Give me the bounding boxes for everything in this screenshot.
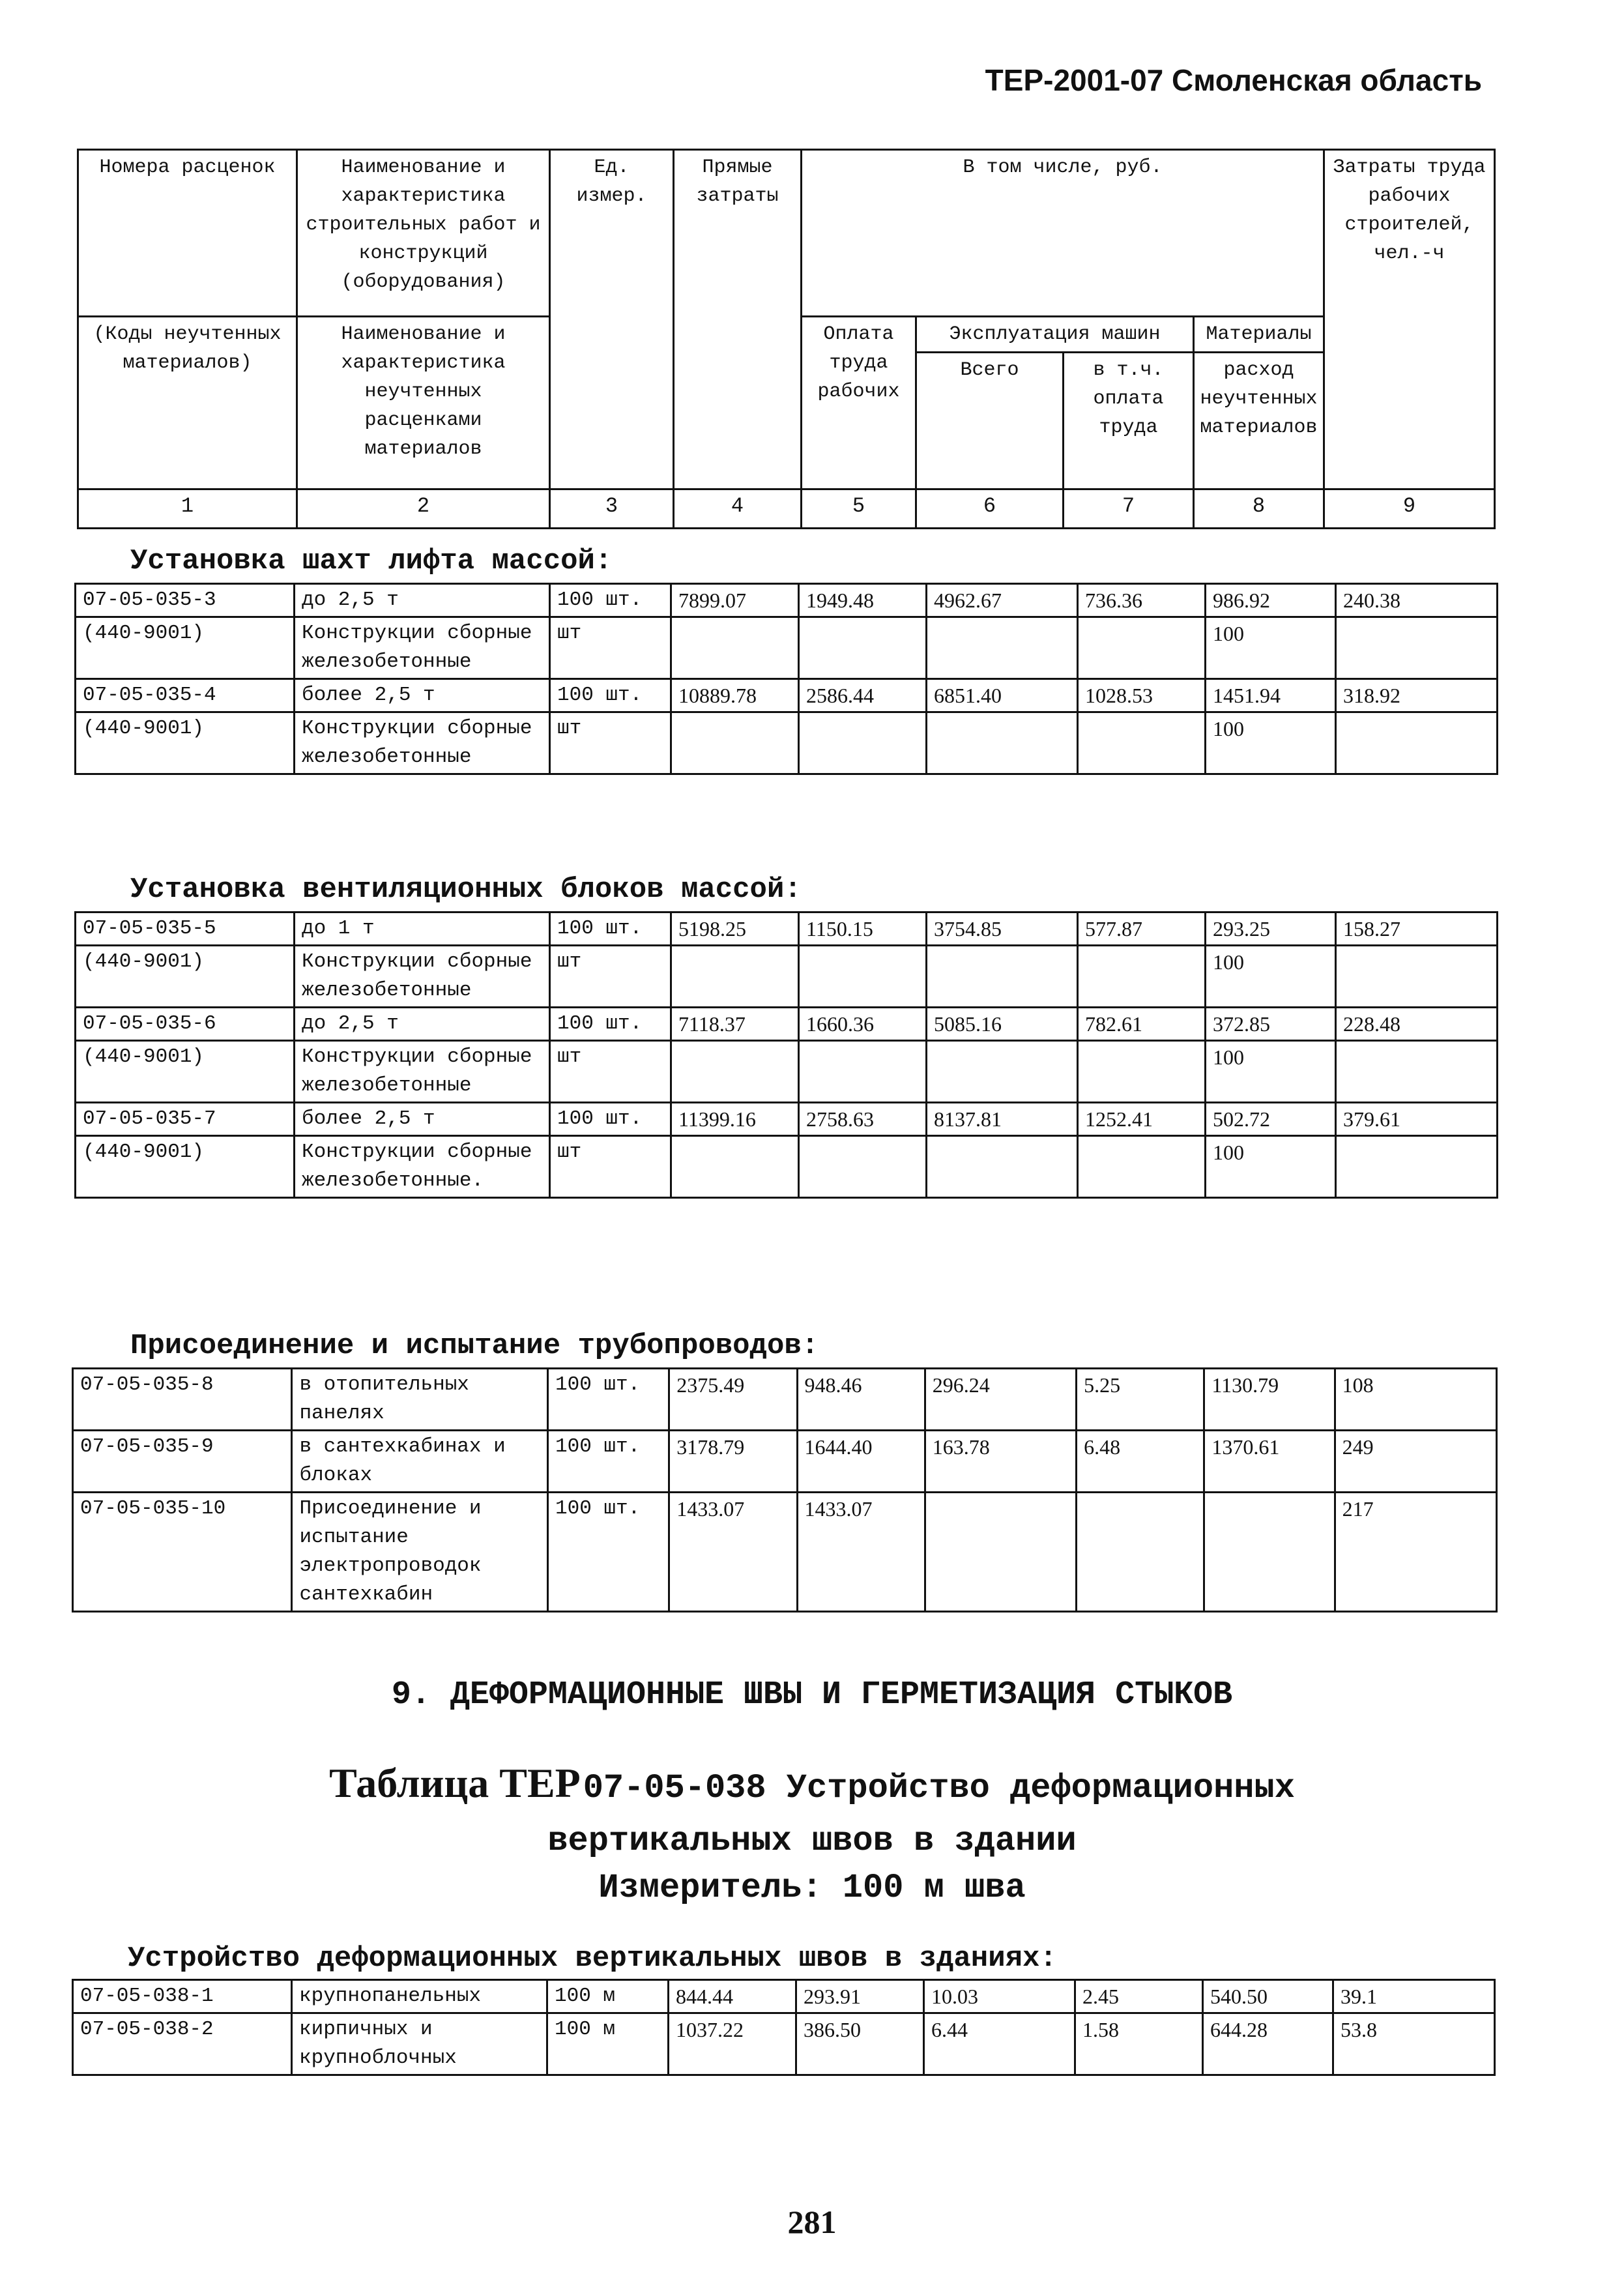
- table-cell: 1.58: [1075, 2013, 1203, 2075]
- table-cell: 100 шт.: [547, 1431, 669, 1493]
- table-cell: 844.44: [669, 1980, 796, 2013]
- table-cell: [1078, 1041, 1206, 1103]
- table-cell: 3754.85: [927, 912, 1078, 946]
- table-cell: Конструкции сборные железобетонные: [295, 1041, 550, 1103]
- table-cell: крупнопанельных: [292, 1980, 547, 2013]
- table-cell: 100 м: [547, 2013, 669, 2075]
- table-cell: в сантехкабинах и блоках: [292, 1431, 548, 1493]
- table-cell: 736.36: [1078, 584, 1206, 617]
- table-cell: [799, 1041, 927, 1103]
- table-row: [73, 1493, 1497, 1612]
- table-cell: 39.1: [1333, 1980, 1495, 2013]
- table-cell: более 2,5 т: [295, 1103, 550, 1136]
- section-title: Присоединение и испытание трубопроводов:: [130, 1330, 819, 1362]
- table-cell: [1204, 1493, 1335, 1612]
- table-cell: до 2,5 т: [295, 584, 550, 617]
- table-cell: 2375.49: [669, 1369, 797, 1431]
- table-row: [76, 1008, 1498, 1041]
- table-cell: 1433.07: [797, 1493, 925, 1612]
- table-cell: [671, 617, 799, 679]
- col-machines-total: Всего: [916, 353, 1064, 489]
- col-material-name: Наименование и характеристика неучтенных расценками материалов: [297, 317, 550, 489]
- col-number: 3: [550, 489, 674, 529]
- table-cell: 502.72: [1206, 1103, 1336, 1136]
- table-cell: 4962.67: [927, 584, 1078, 617]
- table-cell: шт: [550, 617, 671, 679]
- col-number: 5: [802, 489, 916, 529]
- table-cell: Конструкции сборные железобетонные: [295, 946, 550, 1008]
- table-cell: 386.50: [796, 2013, 924, 2075]
- page-number: 281: [787, 2204, 837, 2240]
- table-cell: [1336, 946, 1498, 1008]
- table-row: [76, 912, 1498, 946]
- table-label: Таблица ТЕР: [329, 1760, 581, 1806]
- table-cell: 100 шт.: [550, 584, 671, 617]
- table-cell: 948.46: [797, 1369, 925, 1431]
- table-cell: 3178.79: [669, 1431, 797, 1493]
- table-cell: 1451.94: [1206, 679, 1336, 712]
- table-cell: 100 шт.: [547, 1493, 669, 1612]
- table-cell: [671, 712, 799, 774]
- table-cell: 10.03: [924, 1980, 1075, 2013]
- table-row: [76, 679, 1498, 712]
- table-cell: 100: [1206, 712, 1336, 774]
- col-rate-numbers: Номера расценок: [78, 150, 297, 317]
- col-unit: Ед. измер.: [550, 150, 674, 489]
- column-header-table: [77, 149, 1496, 529]
- table-row: [73, 1369, 1497, 1431]
- table-cell: (440-9001): [76, 946, 295, 1008]
- table-cell: [1077, 1493, 1204, 1612]
- col-direct-costs: Прямые затраты: [674, 150, 802, 489]
- table-cell: [1336, 1136, 1498, 1198]
- table-cell: (440-9001): [76, 712, 295, 774]
- table-cell: 158.27: [1336, 912, 1498, 946]
- table-cell: 07-05-035-6: [76, 1008, 295, 1041]
- table-cell: 2.45: [1075, 1980, 1203, 2013]
- table-cell: [1336, 1041, 1498, 1103]
- table-cell: 240.38: [1336, 584, 1498, 617]
- table-cell: 986.92: [1206, 584, 1336, 617]
- col-work-name: Наименование и характеристика строительных работ и конструкций (оборудования): [297, 150, 550, 317]
- table-row: [76, 1103, 1498, 1136]
- table-cell: 1150.15: [799, 912, 927, 946]
- section-title: Устройство деформационных вертикальных швов в зданиях:: [128, 1942, 1057, 1975]
- table-cell: [927, 712, 1078, 774]
- table-cell: 7118.37: [671, 1008, 799, 1041]
- table-cell: 217: [1335, 1493, 1496, 1612]
- table-cell: в отопительных панелях: [292, 1369, 548, 1431]
- table-cell: 5.25: [1077, 1369, 1204, 1431]
- table-cell: 100 шт.: [550, 679, 671, 712]
- table-cell: [799, 617, 927, 679]
- running-header: ТЕР-2001-07 Смоленская область: [985, 63, 1482, 97]
- table-cell: 1433.07: [669, 1493, 797, 1612]
- table-cell: кирпичных и крупноблочных: [292, 2013, 547, 2075]
- table-cell: 293.91: [796, 1980, 924, 2013]
- table-row: [76, 584, 1498, 617]
- table-cell: 53.8: [1333, 2013, 1495, 2075]
- table-cell: 1037.22: [669, 2013, 796, 2075]
- col-material-consumption: расход неучтенных материалов: [1194, 353, 1324, 489]
- table-cell: 1370.61: [1204, 1431, 1335, 1493]
- table-cell: 540.50: [1203, 1980, 1333, 2013]
- table-cell: 10889.78: [671, 679, 799, 712]
- col-number: 1: [78, 489, 297, 529]
- table-measure: Измеритель: 100 м шва: [598, 1869, 1026, 1907]
- table-title-line2: вертикальных швов в здании: [547, 1822, 1077, 1860]
- table-row: [76, 712, 1498, 774]
- table-cell: 293.25: [1206, 912, 1336, 946]
- table-number-title: 07-05-038 Устройство деформационных: [583, 1769, 1295, 1807]
- table-cell: Конструкции сборные железобетонные.: [295, 1136, 550, 1198]
- table-row: [73, 1431, 1497, 1493]
- table-cell: (440-9001): [76, 617, 295, 679]
- table-cell: 100 шт.: [550, 912, 671, 946]
- table-cell: 644.28: [1203, 2013, 1333, 2075]
- table-cell: 1130.79: [1204, 1369, 1335, 1431]
- col-number: 4: [674, 489, 802, 529]
- table-cell: 7899.07: [671, 584, 799, 617]
- data-table: [72, 1979, 1496, 2076]
- table-cell: более 2,5 т: [295, 679, 550, 712]
- table-row: [76, 617, 1498, 679]
- table-cell: [1078, 712, 1206, 774]
- table-cell: 1252.41: [1078, 1103, 1206, 1136]
- table-cell: [1078, 946, 1206, 1008]
- table-cell: [799, 1136, 927, 1198]
- table-cell: Присоединение и испытание электропроводок сантехкабин: [292, 1493, 548, 1612]
- table-cell: [1336, 617, 1498, 679]
- table-cell: 108: [1335, 1369, 1496, 1431]
- table-cell: 07-05-035-9: [73, 1431, 292, 1493]
- table-cell: [671, 1041, 799, 1103]
- table-cell: 07-05-035-7: [76, 1103, 295, 1136]
- table-cell: 100 шт.: [550, 1103, 671, 1136]
- table-cell: 296.24: [925, 1369, 1076, 1431]
- table-cell: 07-05-035-3: [76, 584, 295, 617]
- table-cell: 163.78: [925, 1431, 1076, 1493]
- table-cell: шт: [550, 1136, 671, 1198]
- table-cell: 1644.40: [797, 1431, 925, 1493]
- table-cell: до 2,5 т: [295, 1008, 550, 1041]
- table-cell: [671, 1136, 799, 1198]
- table-cell: [1078, 617, 1206, 679]
- table-cell: шт: [550, 712, 671, 774]
- data-table: [74, 911, 1498, 1199]
- table-cell: 1028.53: [1078, 679, 1206, 712]
- data-table: [72, 1367, 1498, 1612]
- table-cell: [799, 946, 927, 1008]
- table-cell: шт: [550, 1041, 671, 1103]
- col-number: 6: [916, 489, 1064, 529]
- table-cell: 100: [1206, 1136, 1336, 1198]
- table-title: [0, 1760, 1624, 1912]
- table-cell: 07-05-038-2: [73, 2013, 292, 2075]
- table-cell: 318.92: [1336, 679, 1498, 712]
- table-cell: 6851.40: [927, 679, 1078, 712]
- col-incl: В том числе, руб.: [802, 150, 1324, 317]
- table-cell: [671, 946, 799, 1008]
- table-row: [76, 1136, 1498, 1198]
- chapter-title: 9. ДЕФОРМАЦИОННЫЕ ШВЫ И ГЕРМЕТИЗАЦИЯ СТЫКОВ: [391, 1676, 1233, 1714]
- col-labor-hours: Затраты труда рабочих строителей, чел.-ч: [1324, 150, 1495, 489]
- table-cell: 07-05-038-1: [73, 1980, 292, 2013]
- table-cell: [927, 1136, 1078, 1198]
- table-cell: 577.87: [1078, 912, 1206, 946]
- table-cell: Конструкции сборные железобетонные: [295, 712, 550, 774]
- section-title: Установка шахт лифта массой:: [130, 545, 613, 577]
- table-cell: 2758.63: [799, 1103, 927, 1136]
- table-cell: 100 шт.: [547, 1369, 669, 1431]
- table-cell: (440-9001): [76, 1136, 295, 1198]
- col-number: 8: [1194, 489, 1324, 529]
- table-cell: 07-05-035-4: [76, 679, 295, 712]
- table-cell: 8137.81: [927, 1103, 1078, 1136]
- table-cell: 07-05-035-8: [73, 1369, 292, 1431]
- table-cell: 07-05-035-5: [76, 912, 295, 946]
- data-table: [74, 583, 1498, 775]
- col-number: 9: [1324, 489, 1495, 529]
- table-cell: шт: [550, 946, 671, 1008]
- table-cell: 249: [1335, 1431, 1496, 1493]
- table-cell: [1336, 712, 1498, 774]
- table-cell: [927, 1041, 1078, 1103]
- table-cell: [927, 946, 1078, 1008]
- table-cell: 6.48: [1077, 1431, 1204, 1493]
- table-cell: 228.48: [1336, 1008, 1498, 1041]
- table-cell: 5198.25: [671, 912, 799, 946]
- table-cell: 2586.44: [799, 679, 927, 712]
- table-cell: 100: [1206, 1041, 1336, 1103]
- table-cell: 782.61: [1078, 1008, 1206, 1041]
- col-labor-pay: Оплата труда рабочих: [802, 317, 916, 489]
- table-cell: 1660.36: [799, 1008, 927, 1041]
- table-cell: 100: [1206, 617, 1336, 679]
- table-cell: [1078, 1136, 1206, 1198]
- table-cell: до 1 т: [295, 912, 550, 946]
- table-cell: 100: [1206, 946, 1336, 1008]
- table-cell: 6.44: [924, 2013, 1075, 2075]
- table-cell: 100 шт.: [550, 1008, 671, 1041]
- table-cell: 372.85: [1206, 1008, 1336, 1041]
- table-cell: 11399.16: [671, 1103, 799, 1136]
- section-title: Установка вентиляционных блоков массой:: [130, 873, 802, 906]
- col-machines-labor: в т.ч. оплата труда: [1064, 353, 1194, 489]
- table-cell: 379.61: [1336, 1103, 1498, 1136]
- table-row: [73, 1980, 1495, 2013]
- col-number: 2: [297, 489, 550, 529]
- table-cell: [799, 712, 927, 774]
- table-row: [76, 1041, 1498, 1103]
- table-cell: 5085.16: [927, 1008, 1078, 1041]
- table-row: [73, 2013, 1495, 2075]
- table-cell: [927, 617, 1078, 679]
- col-number: 7: [1064, 489, 1194, 529]
- table-cell: (440-9001): [76, 1041, 295, 1103]
- table-row: [76, 946, 1498, 1008]
- table-cell: [925, 1493, 1076, 1612]
- table-cell: 100 м: [547, 1980, 669, 2013]
- col-material-codes: (Коды неучтенных материалов): [78, 317, 297, 489]
- table-cell: Конструкции сборные железобетонные: [295, 617, 550, 679]
- table-cell: 07-05-035-10: [73, 1493, 292, 1612]
- col-materials: Материалы: [1194, 317, 1324, 353]
- col-machines: Эксплуатация машин: [916, 317, 1194, 353]
- table-cell: 1949.48: [799, 584, 927, 617]
